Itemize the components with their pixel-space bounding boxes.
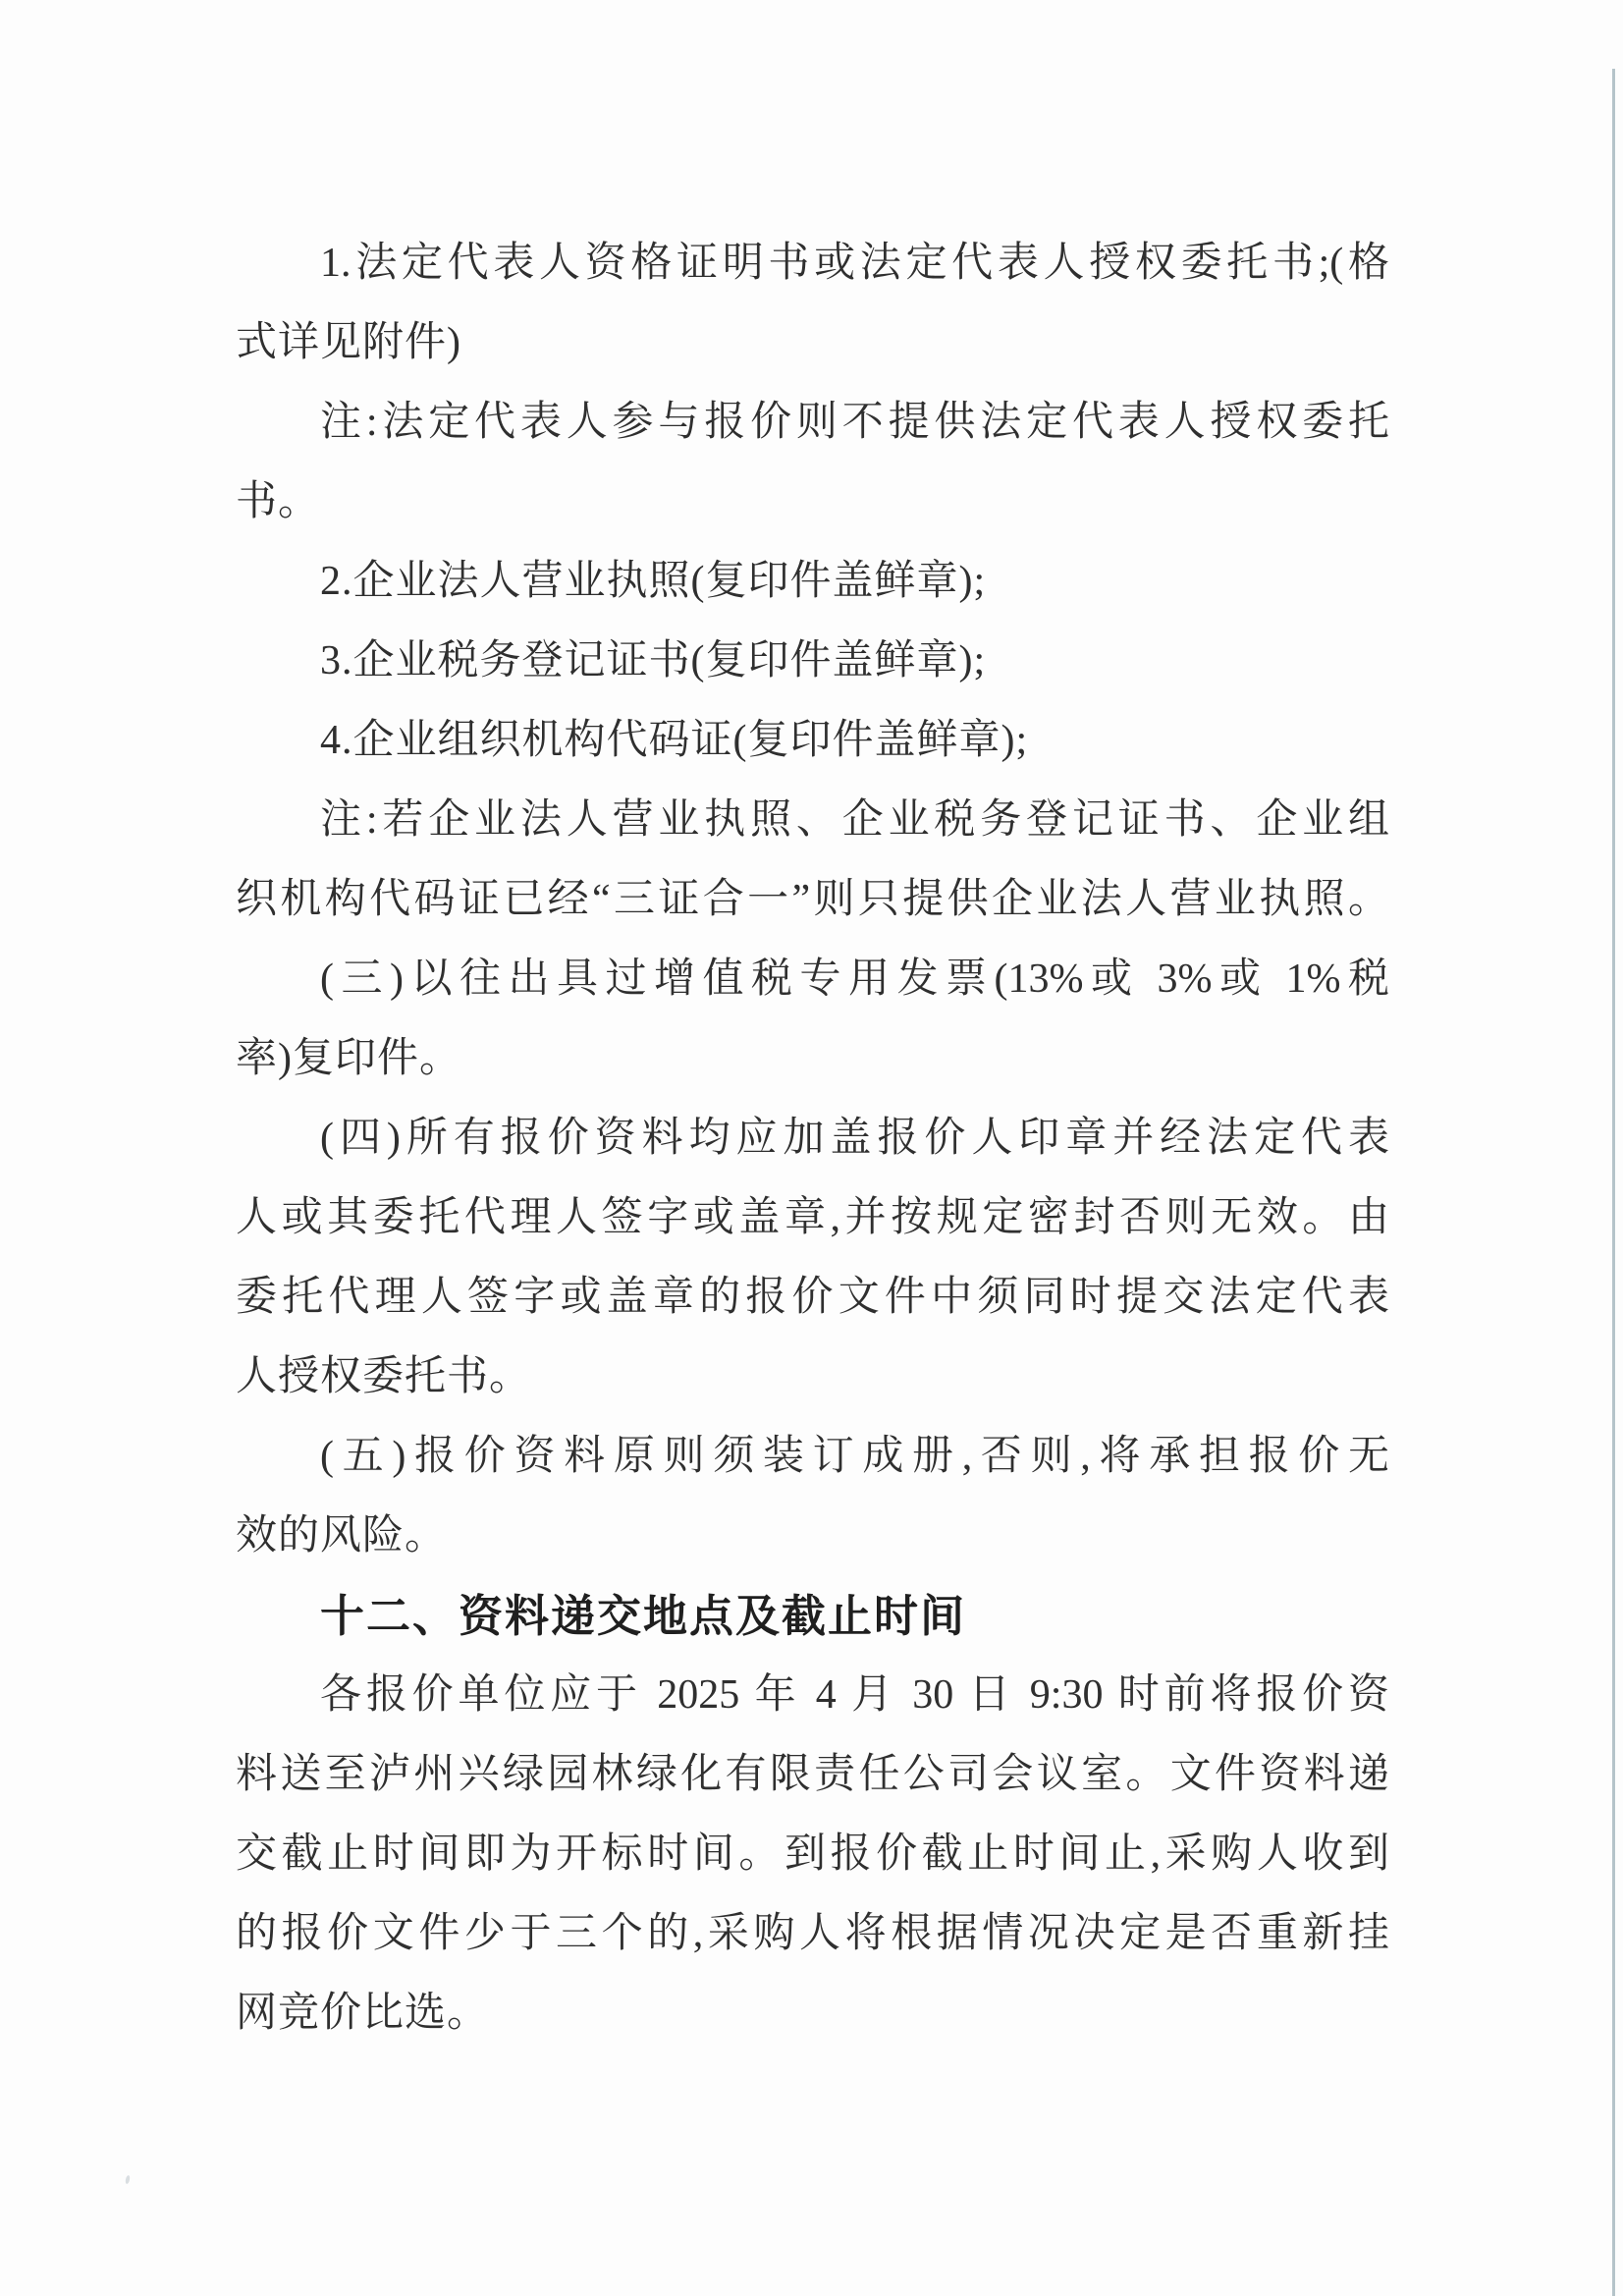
- document-body: [236, 224, 1389, 2053]
- text-line: 4.企业组织机构代码证(复印件盖鲜章);: [320, 718, 1029, 763]
- section-heading: 十二、资料递交地点及截止时间: [320, 1591, 967, 1641]
- text-line: 3.企业税务登记证书(复印件盖鲜章);: [320, 638, 987, 683]
- text-line: 2.企业法人营业执照(复印件盖鲜章);: [320, 559, 987, 604]
- text-line: (三)以往出具过增值税专用发票(13%或 3%或 1%税: [320, 957, 1389, 1002]
- text-line: 的报价文件少于三个的,采购人将根据情况决定是否重新挂: [236, 1911, 1389, 1956]
- text-line: 人或其委托代理人签字或盖章,并按规定密封否则无效。由: [236, 1195, 1389, 1240]
- text-line: 各报价单位应于 2025 年 4 月 30 日 9:30 时前将报价资: [320, 1672, 1389, 1718]
- text-line: 委托代理人签字或盖章的报价文件中须同时提交法定代表: [236, 1275, 1389, 1320]
- text-line: 式详见附件): [236, 320, 461, 365]
- text-line: 1.法定代表人资格证明书或法定代表人授权委托书;(格: [320, 241, 1389, 286]
- scan-edge-line: [1612, 69, 1615, 2296]
- text-line: (五)报价资料原则须装订成册,否则,将承担报价无: [320, 1434, 1389, 1479]
- text-line: 注:法定代表人参与报价则不提供法定代表人授权委托: [320, 400, 1389, 445]
- text-line: 料送至泸州兴绿园林绿化有限责任公司会议室。文件资料递: [236, 1752, 1389, 1797]
- text-line: (四)所有报价资料均应加盖报价人印章并经法定代表: [320, 1116, 1389, 1161]
- text-line: 书。: [236, 479, 321, 524]
- text-line: 交截止时间即为开标时间。到报价截止时间止,采购人收到: [236, 1831, 1389, 1877]
- text-line: 人授权委托书。: [236, 1354, 532, 1399]
- text-line: 织机构代码证已经“三证合一”则只提供企业法人营业执照。: [236, 877, 1389, 922]
- text-line: 注:若企业法人营业执照、企业税务登记证书、企业组: [320, 797, 1389, 843]
- scan-speck: [125, 2175, 131, 2185]
- text-line: 效的风险。: [236, 1513, 448, 1558]
- text-line: 率)复印件。: [236, 1036, 461, 1081]
- text-line: 网竞价比选。: [236, 1991, 490, 2036]
